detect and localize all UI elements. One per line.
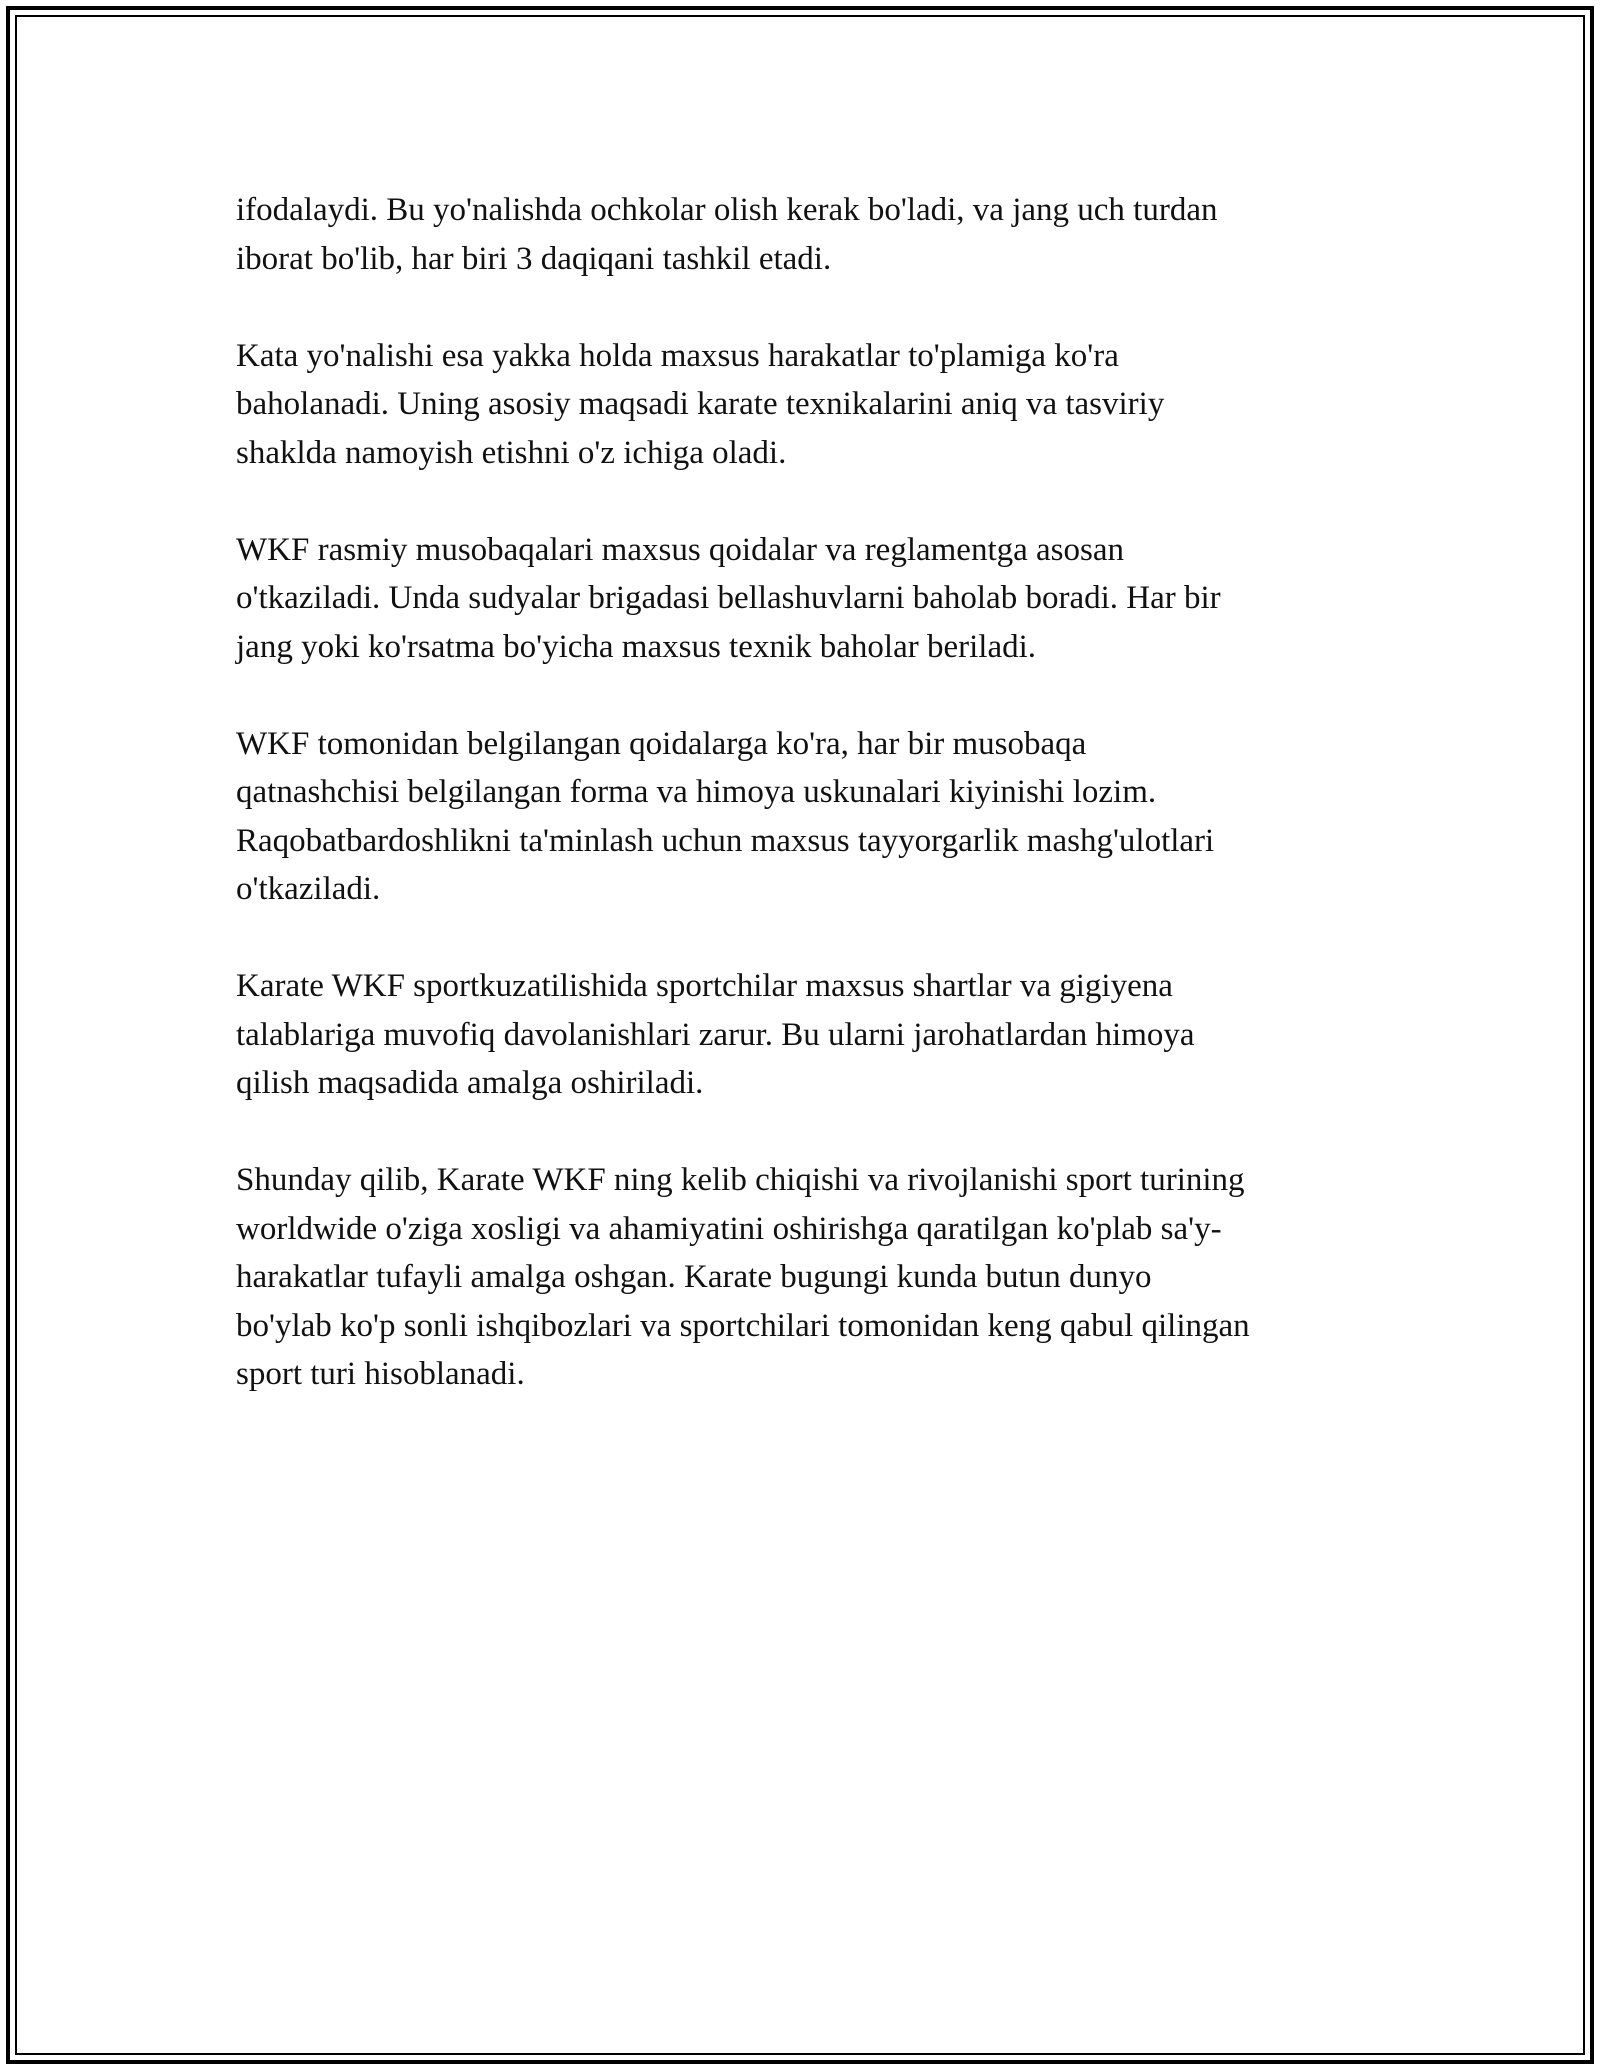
text-line: bo'ylab ko'p sonli ishqibozlari va sportchilari tomonidan keng qabul qilingan	[236, 1307, 1250, 1344]
text-line: worldwide o'ziga xosligi va ahamiyatini oshirishga qaratilgan ko'plab sa'y-	[236, 1210, 1222, 1247]
text-line: shakldа namoyish etishni o'z ichiga oladi.	[236, 434, 787, 471]
paragraph-2	[236, 332, 1386, 478]
paragraph-6	[236, 1156, 1386, 1399]
text-line: o'tkaziladi. Unda sudyalar brigadasi bellashuvlarni baholab boradi. Har bir	[236, 580, 1221, 616]
text-line: Shunday qilib, Karate WKF ning kelib chiqishi va rivojlanishi sport turining	[236, 1162, 1245, 1198]
text-line: jang yoki ko'rsatma bo'yicha maxsus texnik baholar beriladi.	[236, 628, 1037, 665]
text-line: talablariga muvofiq davolanishlari zarur. Bu ularni jarohatlardan himoya	[236, 1016, 1195, 1053]
text-line: sport turi hisoblanadi.	[236, 1356, 525, 1392]
paragraph-3	[236, 526, 1386, 672]
paragraph-1	[236, 186, 1386, 283]
text-line: WKF rasmiy musobaqalari maxsus qoidalar va reglamentga asosan	[236, 531, 1125, 568]
text-line: ifodalaydi. Bu yo'nalishda ochkolar olish kerak bo'ladi, va jang uch turdan	[236, 192, 1218, 228]
text-line: o'tkaziladi.	[236, 871, 381, 907]
text-line: iborat bo'lib, har biri 3 daqiqani tashkil etadi.	[236, 240, 832, 277]
text-line: qilish maqsadida amalga oshiriladi.	[236, 1065, 704, 1101]
paragraph-5	[236, 962, 1386, 1108]
text-line: qatnashchisi belgilangan forma va himoya uskunalari kiyinishi lozim.	[236, 774, 1157, 810]
document-body	[236, 186, 1386, 1447]
text-line: harakatlar tufayli amalga oshgan. Karate bugungi kunda butun dunyo	[236, 1259, 1152, 1295]
text-line: WKF tomonidan belgilangan qoidalarga ko'ra, har bir musobaqa	[236, 725, 1087, 762]
text-line: Kata yo'nalishi esa yakka holda maxsus harakatlar to'plamiga ko'ra	[236, 337, 1119, 374]
text-line: baholanadi. Uning asosiy maqsadi karate texnikalarini aniq va tasviriy	[236, 386, 1165, 422]
text-line: Karate WKF sportkuzatilishida sportchilar maxsus shartlar va gigiyena	[236, 968, 1173, 1004]
paragraph-4	[236, 720, 1386, 914]
text-line: Raqobatbardoshlikni ta'minlash uchun maxsus tayyorgarlik mashg'ulotlari	[236, 822, 1215, 859]
